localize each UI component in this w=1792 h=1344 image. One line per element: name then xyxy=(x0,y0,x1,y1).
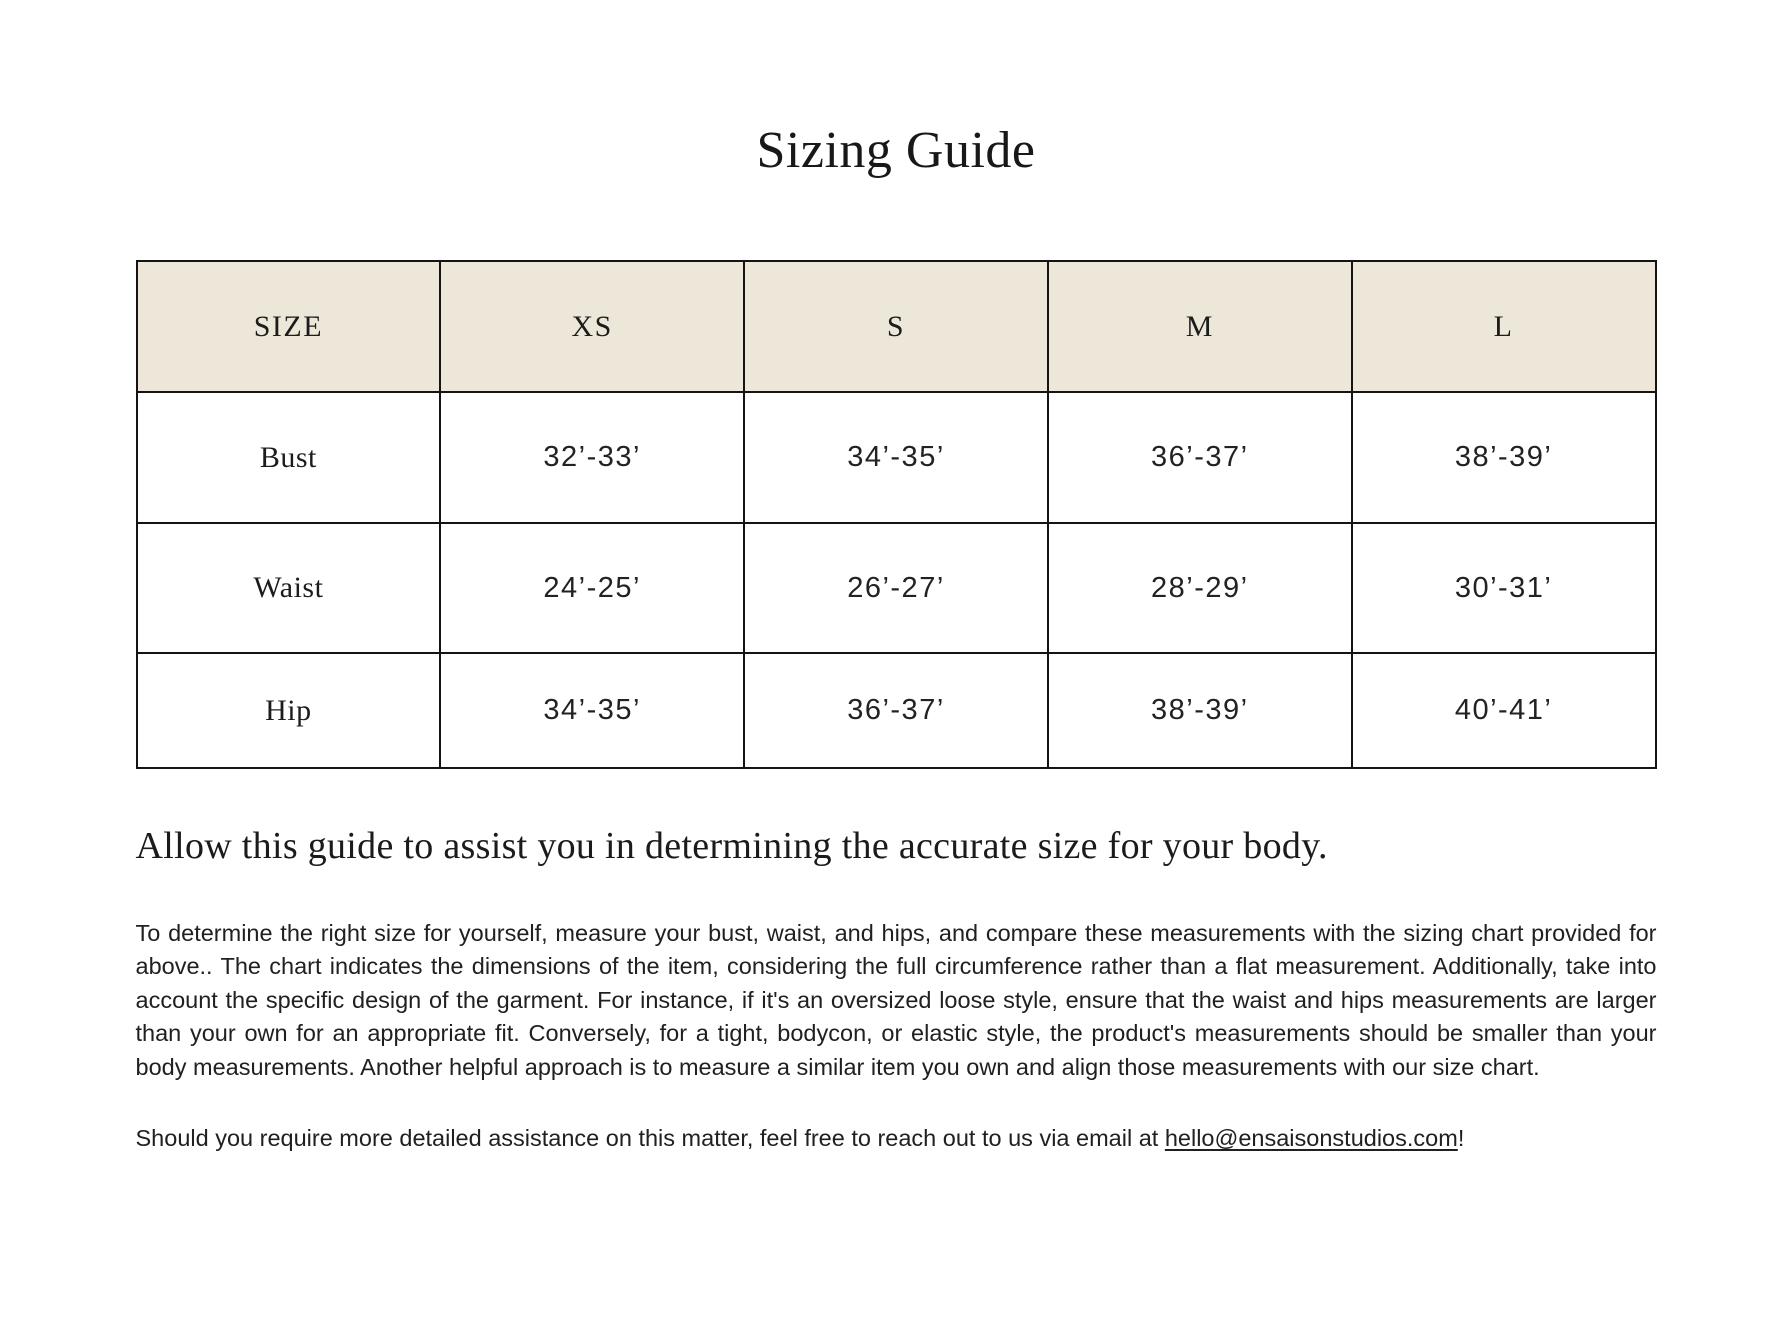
header-cell-s: S xyxy=(744,261,1048,392)
cell-bust-s: 34’-35’ xyxy=(744,392,1048,523)
sizing-guide-page xyxy=(136,0,1657,1156)
cell-waist-m: 28’-29’ xyxy=(1048,523,1352,653)
cell-hip-m: 38’-39’ xyxy=(1048,653,1352,768)
table-row-hip xyxy=(137,653,1656,768)
sizing-instructions-paragraph: To determine the right size for yourself, measure your bust, waist, and hips, and compare these measurements with the sizing chart provided for above.. The chart indicates the dimensions of the item, considering the full circumference rather than a flat measurement. Additionally, take into account the specific design of the garment. For instance, if it's an oversized loose style, ensure that the waist and hips measurements are larger than your own for an appropriate fit. Conversely, for a tight, bodycon, or elastic style, the product's measurements should be smaller than your body measurements. Another helpful approach is to measure a similar item you own and align those measurements with our size chart. xyxy=(135,919,1657,1080)
table-row-bust xyxy=(137,392,1656,523)
table-row-waist xyxy=(137,523,1656,653)
cell-bust-xs: 32’-33’ xyxy=(440,392,744,523)
contact-text: Should you require more detailed assistance on this matter, feel free to reach out to us via email at xyxy=(135,1125,1165,1152)
table-header-row xyxy=(137,261,1656,392)
cell-hip-s: 36’-37’ xyxy=(744,653,1048,768)
contact-suffix: ! xyxy=(1457,1125,1465,1152)
row-label-waist: Waist xyxy=(137,523,441,653)
cell-bust-m: 36’-37’ xyxy=(1048,392,1352,523)
cell-hip-xs: 34’-35’ xyxy=(440,653,744,768)
guide-subtitle: Allow this guide to assist you in determining the accurate size for your body. xyxy=(135,825,1328,867)
header-cell-l: L xyxy=(1352,261,1656,392)
header-cell-xs: XS xyxy=(440,261,744,392)
contact-line xyxy=(136,1122,1657,1156)
size-chart-table xyxy=(136,260,1657,769)
cell-hip-l: 40’-41’ xyxy=(1352,653,1656,768)
row-label-hip: Hip xyxy=(137,653,441,768)
cell-waist-xs: 24’-25’ xyxy=(440,523,744,653)
header-cell-m: M xyxy=(1048,261,1352,392)
cell-bust-l: 38’-39’ xyxy=(1352,392,1656,523)
page-title: Sizing Guide xyxy=(756,122,1036,179)
cell-waist-l: 30’-31’ xyxy=(1352,523,1656,653)
cell-waist-s: 26’-27’ xyxy=(744,523,1048,653)
row-label-bust: Bust xyxy=(137,392,441,523)
header-cell-size: SIZE xyxy=(137,261,441,392)
email-link[interactable]: hello@ensaisonstudios.com xyxy=(1164,1125,1458,1152)
